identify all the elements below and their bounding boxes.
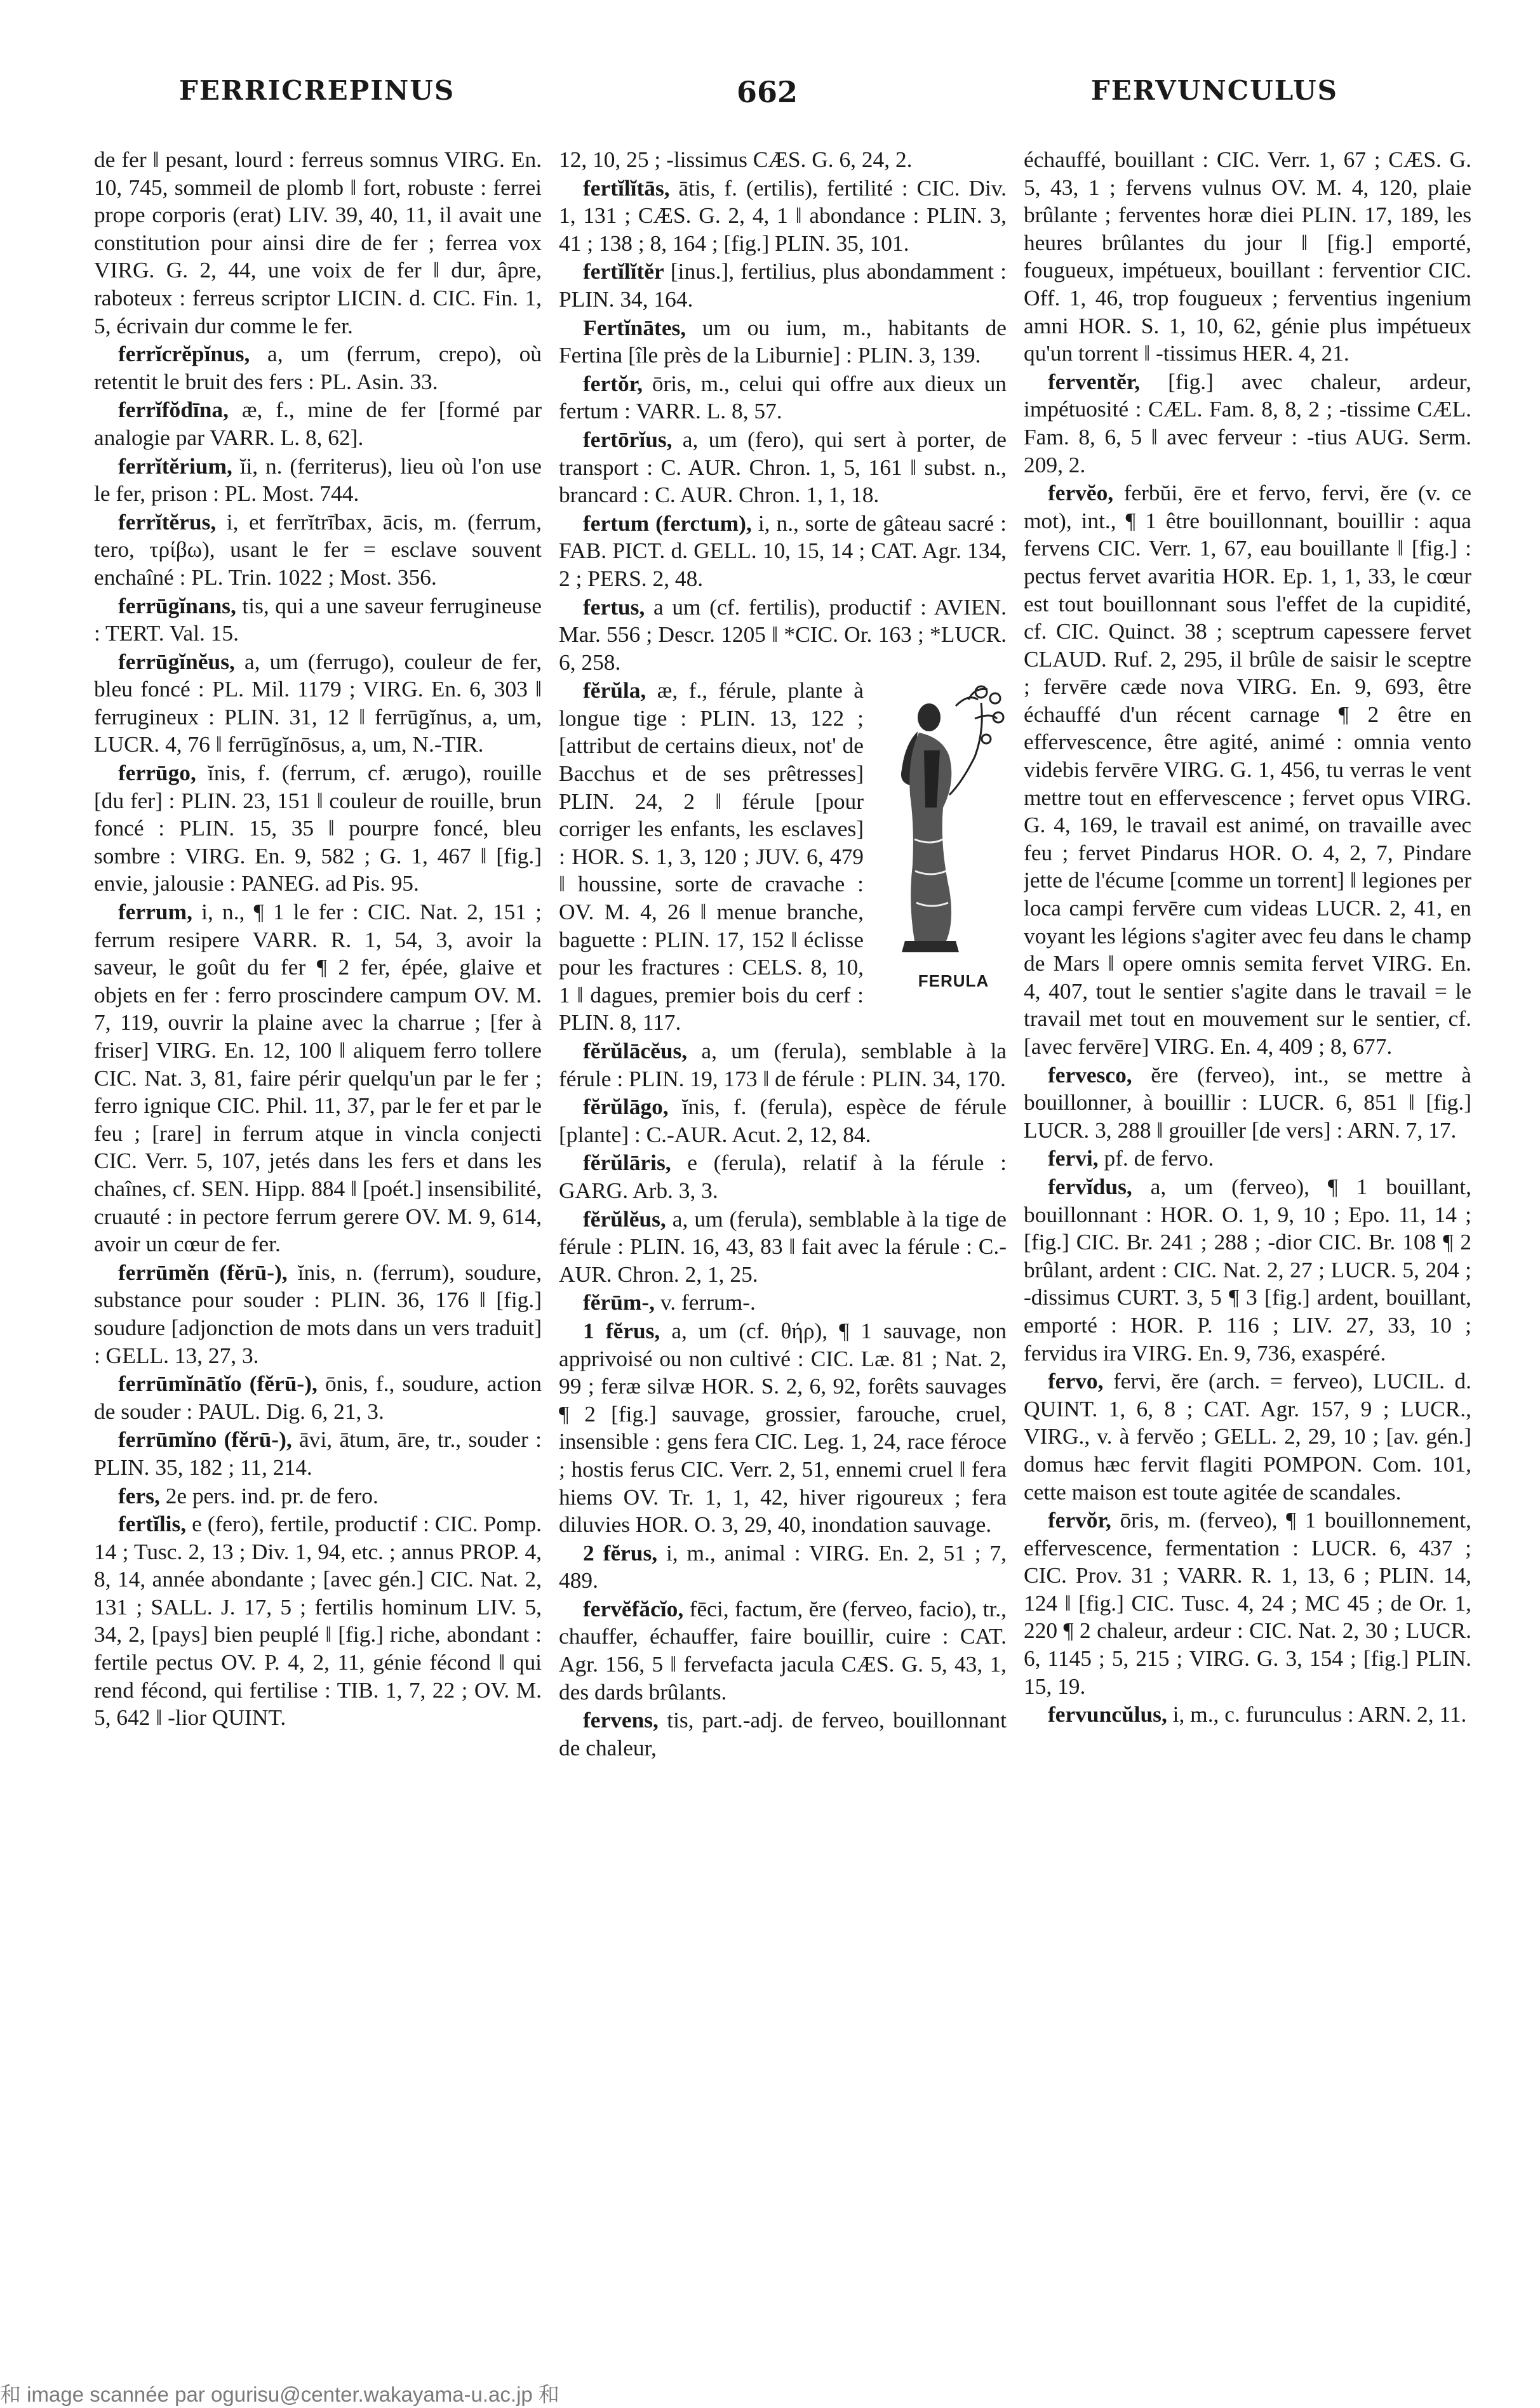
headword: fertĭlĭtĕr [583, 258, 664, 284]
definition-text: ĭnis, f. (ferula), espèce de férule [plante] : C.-AUR. Acut. 2, 12, 84. [559, 1094, 1007, 1147]
headword: 1 fĕrus, [583, 1317, 660, 1343]
dictionary-entry [1024, 1507, 1471, 1700]
dictionary-entry [559, 1289, 1007, 1317]
definition-text: a, um (ferveo), ¶ 1 bouillant, bouillonnant : HOR. O. 1, 9, 10 ; Epo. 11, 14 ; [fig.] CIC. Br. 241 ; 288 ; -dior CIC. Br. 108 ¶ 2 brûlant, ardent : CIC. Nat. 2, 27 ; LUCR. 5, 204 ; -dissimus CURT. 3, 5 ¶ 3 [fig.] ardent, bouillant, emporté : HOR. P. 116 ; LIV. 27, 33, 10 ; fervidus ira VIRG. En. 9, 736, exaspéré. [1024, 1173, 1471, 1366]
headword: fĕrŭlācĕus, [583, 1038, 688, 1063]
headword: fervi, [1048, 1145, 1099, 1171]
headword: ferrūgĭnans, [118, 592, 236, 618]
dictionary-entry [559, 677, 1007, 1037]
dictionary-entry [1024, 1061, 1471, 1145]
definition-text: 12, 10, 25 ; -lissimus CÆS. G. 6, 24, 2. [559, 147, 913, 172]
headword: Fertĭnātes, [583, 314, 686, 340]
dictionary-entry [1024, 1367, 1471, 1506]
headword: ferrĭcrĕpĭnus, [118, 341, 250, 367]
dictionary-entry [94, 592, 542, 648]
dictionary-entry [1024, 479, 1471, 1060]
definition-text: i, et ferrĭtrībax, ācis, m. (ferrum, tero, τρίβω), usant le fer = esclave souvent enchaîné : PL. Trin. 1022 ; Most. 356. [94, 509, 542, 590]
definition-text: æ, f., férule, plante à longue tige : PLIN. 13, 122 ; [attribut de certains dieux, not' de Bacchus et de ses prêtresses] PLIN. 24, 2 ‖ férule [pour corriger les enfants, les esclaves] : HOR. S. 1, 3, 120 ; JUV. 6, 479 ‖ houssine, sorte de cravache : OV. M. 4, 26 ‖ menue branche, baguette : PLIN. 17, 152 ‖ éclisse pour les fractures : CELS. 8, 10, 1 ‖ dagues, premier bois du cerf : PLIN. 8, 117. [559, 677, 864, 1035]
headword: fertŏr, [583, 370, 643, 396]
column-middle [559, 146, 1007, 2298]
page-number: 662 [737, 75, 798, 109]
headword: fervĕfăcĭo, [583, 1595, 684, 1621]
scan-credit: 和 image scannée par ogurisu@center.wakayama-u.ac.jp 和 [0, 2383, 559, 2406]
headword: ferrūmĭnātĭo (fĕrū-), [118, 1371, 318, 1397]
definition-text: a um (cf. fertilis), productif : AVIEN. Mar. 556 ; Descr. 1205 ‖ *CIC. Or. 163 ; *LUCR. 6, 258. [559, 594, 1007, 675]
headword: fertus, [583, 594, 645, 620]
definition-text: a, um (ferrum, crepo), où retentit le bruit des fers : PL. Asin. 33. [94, 341, 542, 394]
definition-text: ōris, m. (ferveo), ¶ 1 bouillonnement, effervescence, fermentation : LUCR. 6, 437 ; CIC. Prov. 31 ; VARR. R. 1, 13, 6 ; PLIN. 14, 124 ‖ [fig.] CIC. Tusc. 4, 24 ; MC 45 ; de Or. 1, 220 ¶ 2 chaleur, ardeur : CIC. Nat. 2, 30 ; LUCR. 6, 1145 ; 5, 215 ; VIRG. G. 3, 154 ; [fig.] PLIN. 15, 19. [1024, 1507, 1471, 1699]
definition-text: ĭi, n. (ferriterus), lieu où l'on use le fer, prison : PL. Most. 744. [94, 453, 542, 507]
dictionary-entry [559, 510, 1007, 593]
definition-text: ĭnis, f. (ferrum, cf. ærugo), rouille [du fer] : PLIN. 23, 151 ‖ couleur de rouille, brun foncé : PLIN. 15, 35 ‖ pourpre foncé, bleu sombre : VIRG. En. 9, 582 ; G. 1, 467 ‖ [fig.] envie, jalousie : PANEG. ad Pis. 95. [94, 760, 542, 896]
definition-text: a, um (ferula), semblable à la tige de férule : PLIN. 16, 43, 83 ‖ fait avec la férule : C.-AUR. Chron. 2, 1, 25. [559, 1206, 1007, 1287]
dictionary-entry [559, 594, 1007, 677]
definition-text: ōnis, f., soudure, action de souder : PAUL. Dig. 6, 21, 3. [94, 1371, 542, 1424]
dictionary-entry [94, 1426, 542, 1481]
column-left [94, 146, 542, 2298]
headword: fervuncŭlus, [1048, 1701, 1167, 1727]
ferula-illustration [880, 681, 1007, 957]
dictionary-entry [94, 1510, 542, 1732]
dictionary-entry [94, 146, 542, 340]
definition-text: tis, part.-adj. de ferveo, bouillonnant de chaleur, [559, 1707, 1007, 1760]
dictionary-entry [559, 1093, 1007, 1148]
definition-text: fēci, factum, ĕre (ferveo, facio), tr., chauffer, échauffer, faire bouillir, cuire : CAT. Agr. 156, 5 ‖ fervefacta jacula CÆS. G. 5, 43, 1, des dards brûlants. [559, 1595, 1007, 1705]
definition-text: fervi, ĕre (arch. = ferveo), LUCIL. d. QUINT. 1, 6, 8 ; CAT. Agr. 157, 9 ; LUCR., VIRG., v. à fervĕo ; GELL. 2, 29, 10 ; [av. gén.] domus hæc fervit flagiti POMPON. Com. 101, cette maison est toute agitée de scandales. [1024, 1368, 1471, 1505]
definition-text: a, um (ferula), semblable à la férule : PLIN. 19, 173 ‖ de férule : PLIN. 34, 170. [559, 1038, 1007, 1091]
dictionary-entry [559, 1540, 1007, 1595]
dictionary-entry [1024, 1145, 1471, 1173]
headword: fervŏr, [1048, 1507, 1111, 1533]
definition-text: échauffé, bouillant : CIC. Verr. 1, 67 ; CÆS. G. 5, 43, 1 ; fervens vulnus OV. M. 4, 120, plaie brûlante ; ferventes horæ diei PLIN. 17, 189, les heures brûlantes du jour ‖ [fig.] emporté, fougueux, impétueux, bouillant : ferventior CIC. Off. 1, 46, trop fougueux ; ferventius ingenium amni HOR. S. 1, 10, 62, génie plus impétueux qu'un torrent ‖ -tissimus HER. 4, 21. [1024, 147, 1471, 366]
headword: fertōrĭus, [583, 426, 673, 452]
definition-text: i, m., c. furunculus : ARN. 2, 11. [1172, 1701, 1467, 1727]
dictionary-entry [1024, 368, 1471, 479]
definition-text: a, um (fero), qui sert à porter, de transport : C. AUR. Chron. 1, 5, 161 ‖ subst. n., brancard : C. AUR. Chron. 1, 1, 18. [559, 426, 1007, 508]
definition-text: i, n., sorte de gâteau sacré : FAB. PICT. d. GELL. 10, 15, 14 ; CAT. Agr. 134, 2 ; PERS. 2, 48. [559, 510, 1007, 591]
figure-caption: FERULA [918, 971, 989, 990]
definition-text: v. ferrum-. [660, 1289, 756, 1315]
dictionary-entry [559, 146, 1007, 174]
dictionary-entry [559, 426, 1007, 509]
definition-text: ferbŭi, ēre et fervo, fervi, ĕre (v. ce mot), int., ¶ 1 être bouillonnant, bouillir : aqua fervens CIC. Verr. 1, 67, eau bouillante ‖ [fig.] : pectus fervet avaritia HOR. Ep. 1, 1, 33, le cœur est tout bouillonnant sous l'effet de la cupidité, cf. CIC. Quinct. 38 ; sceptrum capessere fervet CLAUD. Ruf. 2, 295, il brûle de saisir le sceptre ; fervēre cæde nova VIRG. En. 9, 693, être échauffé d'un récent carnage ¶ 2 être en effervescence, être agité, animé : omnia vento videbis fervēre VIRG. G. 1, 456, tu verras le vent mettre tout en effervescence ; fervet opus VIRG. G. 4, 169, le travail est animé, on travaille avec feu ; fervet Pindarus HOR. O. 4, 2, 7, Pindare jette de l'écume [comme un torrent] ‖ legiones per loca campi fervēre cum videas LUCR. 2, 41, en voyant les légions s'agiter avec feu dans le champ de Mars ‖ opere omnis semita fervet VIRG. En. 4, 407, tout le sentier s'agite dans le travail = le travail met tout en mouvement sur le sentier, cf. [avec fervēre] VIRG. En. 4, 409 ; 8, 677. [1024, 480, 1471, 1059]
definition-text: ōris, m., celui qui offre aux dieux un fertum : VARR. L. 8, 57. [559, 370, 1007, 424]
headword: fĕrūm-, [583, 1289, 655, 1315]
headword: fertĭlis, [118, 1511, 187, 1537]
headword: fertĭlĭtās, [583, 175, 670, 201]
headword: ferventĕr, [1048, 368, 1141, 394]
dictionary-entry [94, 898, 542, 1258]
dictionary-entry [1024, 146, 1471, 368]
definition-text: a, um (ferrugo), couleur de fer, bleu foncé : PL. Mil. 1179 ; VIRG. En. 6, 303 ‖ ferrugineux : PLIN. 31, 12 ‖ ferrūgĭnus, a, um, LUCR. 4, 76 ‖ ferrūgĭnōsus, a, um, N.-TIR. [94, 648, 542, 757]
definition-text: um ou ium, m., habitants de Fertina [île près de la Liburnie] : PLIN. 3, 139. [559, 314, 1007, 368]
definition-text: ĕre (ferveo), int., se mettre à bouillonner, à bouillir : LUCR. 6, 851 ‖ [fig.] LUCR. 3, 288 ‖ grouiller [de vers] : ARN. 7, 17. [1024, 1061, 1471, 1143]
headword: fervĭdus, [1048, 1173, 1132, 1199]
headword: ferrūmĭno (fĕrū-), [118, 1427, 292, 1453]
headword: fĕrŭla, [583, 677, 646, 703]
headword: ferrĭtĕrus, [118, 509, 217, 535]
dictionary-entry [94, 396, 542, 451]
headword: ferrūgĭnĕus, [118, 648, 235, 674]
definition-text: tis, qui a une saveur ferrugineuse : TERT. Val. 15. [94, 592, 542, 646]
headword: ferrĭtĕrium, [118, 453, 232, 479]
headword: fĕrŭlāris, [583, 1150, 671, 1176]
definition-text: a, um (cf. θήρ), ¶ 1 sauvage, non apprivoisé ou non cultivé : CIC. Læ. 81 ; Nat. 2, 99 ; feræ silvæ HOR. S. 2, 6, 92, forêts sauvages ¶ 2 [fig.] sauvage, grossier, farouche, cruel, insensible : gens fera CIC. Leg. 1, 24, race féroce ; hostis ferus CIC. Verr. 2, 51, ennemi cruel ‖ fera hiems OV. Tr. 1, 1, 42, hiver rigoureux ; fera diluvies HOR. O. 3, 29, 40, inondation sauvage. [559, 1317, 1007, 1538]
dictionary-entry [559, 1037, 1007, 1093]
definition-text: pf. de fervo. [1104, 1145, 1214, 1171]
headword: 2 fĕrus, [583, 1540, 658, 1566]
dictionary-entry [94, 340, 542, 396]
definition-text: e (fero), fertile, productif : CIC. Pomp. 14 ; Tusc. 2, 13 ; Div. 1, 94, etc. ; annus PROP. 4, 8, 14, année abondante ; [avec gén.] CIC. Nat. 2, 131 ; SALL. J. 17, 5 ; fertilis hominum LIV. 5, 34, 2, [pays] bien peuplé ‖ [fig.] riche, abondant : fertile pectus OV. P. 4, 2, 11, génie fécond ‖ qui rend fécond, qui fertilise : TIB. 1, 7, 22 ; OV. M. 5, 642 ‖ -lior QUINT. [94, 1511, 542, 1731]
definition-text: 2e pers. ind. pr. de fero. [165, 1482, 378, 1508]
dictionary-entry [559, 314, 1007, 369]
dictionary-entry [94, 759, 542, 898]
definition-text: de fer ‖ pesant, lourd : ferreus somnus VIRG. En. 10, 745, sommeil de plomb ‖ fort, robuste : ferrei prope corporis (erat) LIV. 39, 40, 11, il avait une constitution pour ainsi dire de fer ; ferrea vox VIRG. G. 2, 44, une voix de fer ‖ dur, âpre, raboteux : ferreus scriptor LICIN. d. CIC. Fin. 1, 5, écrivain dur comme le fer. [94, 147, 542, 338]
definition-text: i, m., animal : VIRG. En. 2, 51 ; 7, 489. [559, 1540, 1007, 1593]
headword: fervens, [583, 1707, 659, 1733]
dictionary-entry [1024, 1701, 1471, 1729]
right-guide-word: FERVUNCULUS [1090, 75, 1338, 106]
left-guide-word: FERRICREPINUS [179, 75, 455, 106]
headword: fervĕo, [1048, 480, 1114, 506]
dictionary-entry [94, 648, 542, 759]
dictionary-entry [559, 370, 1007, 425]
headword: fervo, [1048, 1368, 1104, 1394]
dictionary-entry [94, 509, 542, 592]
dictionary-entry [94, 1482, 542, 1510]
running-header [0, 75, 1540, 132]
definition-text: [inus.], fertilius, plus abondamment : PLIN. 34, 164. [559, 258, 1007, 312]
headword: fĕrŭlĕus, [583, 1206, 666, 1232]
dictionary-entry [559, 1706, 1007, 1762]
dictionary-entry [559, 1149, 1007, 1204]
dictionary-entry [94, 453, 542, 508]
definition-text: [fig.] avec chaleur, ardeur, impétuosité : CÆL. Fam. 8, 8, 2 ; -tissime CÆL. Fam. 8, 6, 5 ‖ avec ferveur : -tius AUG. Serm. 209, 2. [1024, 368, 1471, 477]
dictionary-entry [94, 1259, 542, 1369]
dictionary-entry [559, 1317, 1007, 1539]
dictionary-entry [559, 1595, 1007, 1706]
dictionary-entry [1024, 1173, 1471, 1367]
headword: fers, [118, 1482, 160, 1508]
dictionary-entry [559, 258, 1007, 313]
definition-text: ĭnis, n. (ferrum), soudure, substance pour souder : PLIN. 36, 176 ‖ [fig.] soudure [adjonction de mots dans un vers traduit] : GELL. 13, 27, 3. [94, 1259, 542, 1368]
definition-text: ātis, f. (ertilis), fertilité : CIC. Div. 1, 131 ; CÆS. G. 2, 4, 1 ‖ abondance : PLIN. 3, 41 ; 138 ; 8, 164 ; [fig.] PLIN. 35, 101. [559, 175, 1007, 256]
headword: ferrūgo, [118, 760, 196, 786]
headword: ferrĭfŏdīna, [118, 397, 229, 423]
column-right [1024, 146, 1471, 2298]
definition-text: āvi, ātum, āre, tr., souder : PLIN. 35, 182 ; 11, 214. [94, 1427, 542, 1480]
headword: fertum (ferctum), [583, 510, 752, 536]
definition-text: i, n., ¶ 1 le fer : CIC. Nat. 2, 151 ; ferrum resipere VARR. R. 1, 54, 3, avoir la saveur, le goût du fer ¶ 2 fer, épée, glaive et objets en fer : ferro proscindere campum OV. M. 7, 119, ouvrir la plaine avec la charrue ; [fer à friser] VIRG. En. 12, 100 ‖ aliquem ferro tollere CIC. Nat. 3, 81, faire périr quelqu'un par le fer ; ferro ignique CIC. Phil. 11, 37, par le fer et par le feu ; [rare] in ferrum atque in vincla conjecti CIC. Verr. 5, 107, jetés dans les fers et dans les chaînes, cf. SEN. Hipp. 884 ‖ [poét.] insensibilité, cruauté : in pectore ferrum gerere OV. M. 9, 614, avoir un cœur de fer. [94, 899, 542, 1257]
dictionary-entry [559, 1206, 1007, 1289]
definition-text: e (ferula), relatif à la férule : GARG. Arb. 3, 3. [559, 1150, 1007, 1203]
headword: fĕrŭlāgo, [583, 1094, 669, 1120]
dictionary-entry [559, 175, 1007, 258]
dictionary-entry [94, 1370, 542, 1425]
headword: fervesco, [1048, 1061, 1132, 1088]
headword: ferrūmĕn (fĕrū-), [118, 1259, 288, 1285]
headword: ferrum, [118, 899, 192, 925]
ferula-figure [870, 681, 1007, 995]
definition-text: æ, f., mine de fer [formé par analogie par VARR. L. 8, 62]. [94, 397, 542, 450]
